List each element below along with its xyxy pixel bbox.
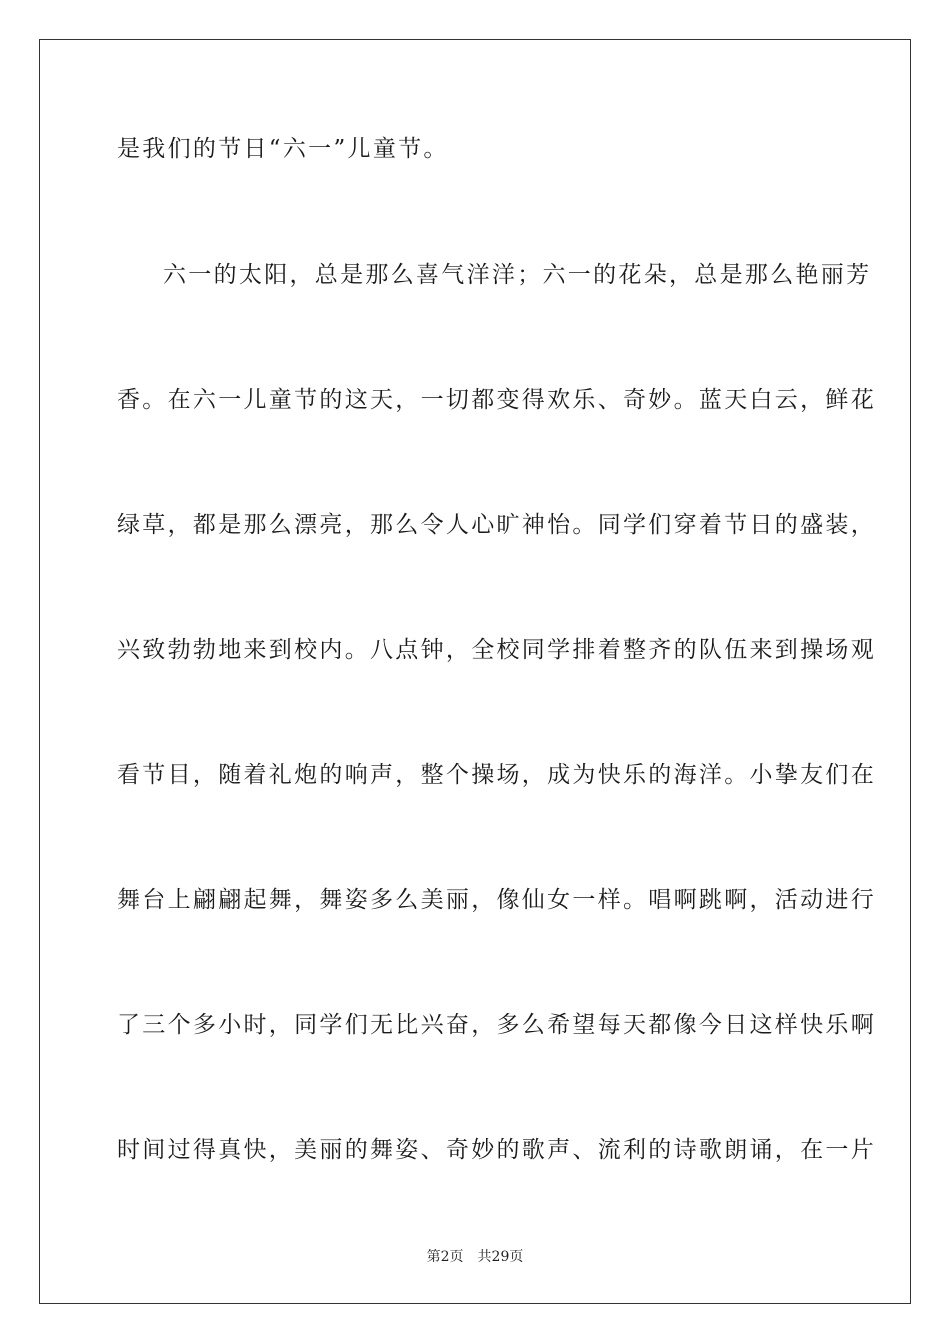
total-pages-label: 共29页: [477, 1249, 524, 1265]
text-line-4: 绿草，都是那么漂亮，那么令人心旷神怡。同学们穿着节日的盛装，: [117, 512, 876, 538]
current-page-label: 第2页: [426, 1249, 464, 1265]
page-border: [39, 39, 911, 1304]
text-line-1: 是我们的节日“六一”儿童节。: [117, 136, 449, 162]
text-line-7: 舞台上翩翩起舞，舞姿多么美丽，像仙女一样。唱啊跳啊，活动进行: [117, 887, 876, 913]
text-line-8: 了三个多小时，同学们无比兴奋，多么希望每天都像今日这样快乐啊: [117, 1012, 876, 1038]
text-line-2: 六一的太阳，总是那么喜气洋洋；六一的花朵，总是那么艳丽芳: [163, 262, 872, 288]
page-footer: [0, 1248, 950, 1266]
text-line-6: 看节目，随着礼炮的响声，整个操场，成为快乐的海洋。小挚友们在: [117, 762, 876, 788]
text-line-9: 时间过得真快，美丽的舞姿、奇妙的歌声、流利的诗歌朗诵，在一片: [117, 1137, 876, 1163]
text-line-3: 香。在六一儿童节的这天，一切都变得欢乐、奇妙。蓝天白云，鲜花: [117, 387, 876, 413]
text-line-5: 兴致勃勃地来到校内。八点钟，全校同学排着整齐的队伍来到操场观: [117, 637, 876, 663]
